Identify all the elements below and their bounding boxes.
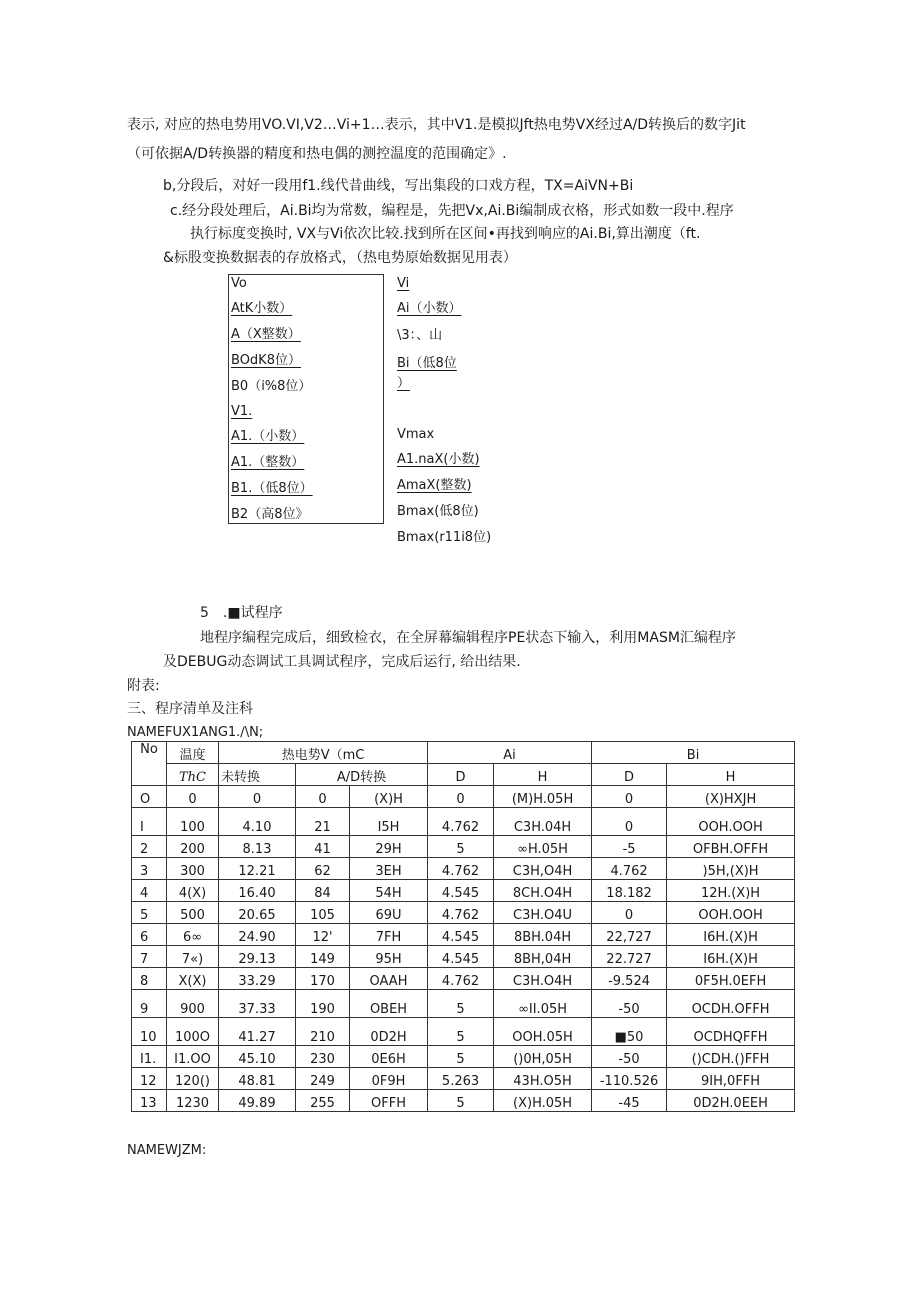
table-cell: 105 bbox=[296, 902, 350, 924]
table-cell: 4 bbox=[132, 880, 167, 902]
format-left-8: B1.（低8位） bbox=[231, 481, 313, 496]
header-bi-d: D bbox=[592, 764, 667, 786]
table-cell: 95H bbox=[350, 946, 428, 968]
table-cell: 13 bbox=[132, 1090, 167, 1112]
table-cell: -9.524 bbox=[592, 968, 667, 990]
format-right-9: Bmax(r11i8位) bbox=[397, 530, 492, 545]
format-left-3: BOdK8位） bbox=[231, 353, 301, 368]
header-ad: A/D转换 bbox=[296, 764, 428, 786]
table-cell: (M)H.05H bbox=[494, 786, 592, 808]
table-cell: 0 bbox=[592, 902, 667, 924]
header-emf: 热电势V（mC bbox=[219, 742, 428, 764]
table-cell: 12.21 bbox=[219, 858, 296, 880]
table-cell: 3EH bbox=[350, 858, 428, 880]
table-cell: 149 bbox=[296, 946, 350, 968]
table-cell: 24.90 bbox=[219, 924, 296, 946]
table-cell: 22,727 bbox=[592, 924, 667, 946]
table-body bbox=[132, 786, 795, 1112]
table-cell: -50 bbox=[592, 1046, 667, 1068]
table-cell: 5 bbox=[428, 1090, 494, 1112]
table-cell: 20.65 bbox=[219, 902, 296, 924]
table-cell: C3H.04H bbox=[494, 808, 592, 836]
table-cell: -45 bbox=[592, 1090, 667, 1112]
table-cell: ∞H.05H bbox=[494, 836, 592, 858]
table-cell: 0 bbox=[592, 786, 667, 808]
table-cell: OFBH.OFFH bbox=[667, 836, 795, 858]
table-row bbox=[132, 1018, 795, 1046]
format-left-4: B0（i%8位） bbox=[231, 379, 312, 394]
table-cell: 4.762 bbox=[428, 858, 494, 880]
table-cell: 37.33 bbox=[219, 990, 296, 1018]
format-right-1: Ai（小数） bbox=[397, 301, 462, 316]
paragraph-5: 执行标度变换时, VX与Vi依次比较.找到所在区间•再找到响应的Ai.Bi,算出潮度（ft. bbox=[190, 226, 701, 242]
table-row bbox=[132, 924, 795, 946]
table-row bbox=[132, 990, 795, 1018]
table-cell: -110.526 bbox=[592, 1068, 667, 1090]
table-cell: 1230 bbox=[167, 1090, 219, 1112]
table-cell: 500 bbox=[167, 902, 219, 924]
table-cell: )5H,(X)H bbox=[667, 858, 795, 880]
table-cell: I6H.(X)H bbox=[667, 924, 795, 946]
table-cell: 5 bbox=[428, 1046, 494, 1068]
table-cell: OAAH bbox=[350, 968, 428, 990]
table-cell: 4(X) bbox=[167, 880, 219, 902]
table-cell: 5.263 bbox=[428, 1068, 494, 1090]
section-5-heading: 5 .■试程序 bbox=[200, 605, 283, 621]
table-row bbox=[132, 836, 795, 858]
table-cell: 6 bbox=[132, 924, 167, 946]
format-right-4: ） bbox=[397, 376, 411, 391]
table-cell: ∞II.05H bbox=[494, 990, 592, 1018]
header-bi: Bi bbox=[592, 742, 795, 764]
table-cell: I1. bbox=[132, 1046, 167, 1068]
table-cell: 120() bbox=[167, 1068, 219, 1090]
table-cell: 900 bbox=[167, 990, 219, 1018]
table-cell: 18.182 bbox=[592, 880, 667, 902]
table-cell: 12H.(X)H bbox=[667, 880, 795, 902]
table-cell: ()CDH.()FFH bbox=[667, 1046, 795, 1068]
table-cell: 21 bbox=[296, 808, 350, 836]
table-cell: 7 bbox=[132, 946, 167, 968]
table-cell: 29.13 bbox=[219, 946, 296, 968]
table-cell: 43H.O5H bbox=[494, 1068, 592, 1090]
table-cell: 22.727 bbox=[592, 946, 667, 968]
format-left-1: AtK小数） bbox=[231, 301, 293, 316]
table-cell: 48.81 bbox=[219, 1068, 296, 1090]
table-cell: OCDHQFFH bbox=[667, 1018, 795, 1046]
table-cell: 12' bbox=[296, 924, 350, 946]
table-cell: 170 bbox=[296, 968, 350, 990]
table-cell: 33.29 bbox=[219, 968, 296, 990]
section-5-body-2: 及DEBUG动态调试工具调试程序，完成后运行, 给出结果. bbox=[163, 654, 521, 670]
table-cell: I bbox=[132, 808, 167, 836]
table-row bbox=[132, 946, 795, 968]
table-row bbox=[132, 1046, 795, 1068]
table-cell: 2 bbox=[132, 836, 167, 858]
table-cell: 41.27 bbox=[219, 1018, 296, 1046]
table-cell: 4.545 bbox=[428, 946, 494, 968]
table-cell: I6H.(X)H bbox=[667, 946, 795, 968]
table-cell: OOH.OOH bbox=[667, 902, 795, 924]
table-cell: 84 bbox=[296, 880, 350, 902]
table-cell: I1.OO bbox=[167, 1046, 219, 1068]
paragraph-2: （可依据A/D转换器的精度和热电偶的测控温度的范围确定》. bbox=[127, 146, 507, 162]
table-cell: 100O bbox=[167, 1018, 219, 1046]
table-cell: 16.40 bbox=[219, 880, 296, 902]
table-cell: 230 bbox=[296, 1046, 350, 1068]
header-temp: 温度 bbox=[167, 742, 219, 764]
header-unconverted: 未转换 bbox=[219, 764, 296, 786]
format-left-0: Vo bbox=[231, 276, 247, 291]
table-cell: 8BH.04H bbox=[494, 924, 592, 946]
header-ai-d: D bbox=[428, 764, 494, 786]
table-row bbox=[132, 858, 795, 880]
table-cell: C3H.O4U bbox=[494, 902, 592, 924]
table-cell: ■50 bbox=[592, 1018, 667, 1046]
table-cell: 4.545 bbox=[428, 924, 494, 946]
table-cell: OCDH.OFFH bbox=[667, 990, 795, 1018]
table-cell: 7FH bbox=[350, 924, 428, 946]
table-cell: 62 bbox=[296, 858, 350, 880]
table-cell: 100 bbox=[167, 808, 219, 836]
table-cell: 210 bbox=[296, 1018, 350, 1046]
format-right-3: Bi（低8位 bbox=[397, 356, 457, 371]
table-cell: 5 bbox=[428, 1018, 494, 1046]
table-cell: (X)H bbox=[350, 786, 428, 808]
table-cell: 190 bbox=[296, 990, 350, 1018]
format-right-5: Vmax bbox=[397, 427, 435, 442]
table-cell: 4.545 bbox=[428, 880, 494, 902]
header-ai-h: H bbox=[494, 764, 592, 786]
thermocouple-table bbox=[131, 741, 795, 1112]
table-cell: 200 bbox=[167, 836, 219, 858]
table-cell: 0D2H bbox=[350, 1018, 428, 1046]
section-5-body-1: 地程序编程完成后，细致检衣，在全屏幕编辑程序PE状态下输入，利用MASM汇编程序 bbox=[200, 630, 736, 646]
table-cell: C3H.O4H bbox=[494, 968, 592, 990]
table-cell: 249 bbox=[296, 1068, 350, 1090]
format-right-7: AmaX(整数) bbox=[397, 478, 472, 493]
table-cell: O bbox=[132, 786, 167, 808]
table-cell: 41 bbox=[296, 836, 350, 858]
table-cell: 4.762 bbox=[428, 902, 494, 924]
table-cell: 0D2H.0EEH bbox=[667, 1090, 795, 1112]
format-left-6: A1.（小数） bbox=[231, 429, 305, 444]
table-cell: 8CH.O4H bbox=[494, 880, 592, 902]
table-cell: 0 bbox=[219, 786, 296, 808]
format-left-5: V1. bbox=[231, 404, 253, 419]
table-cell: 7«) bbox=[167, 946, 219, 968]
table-cell: -50 bbox=[592, 990, 667, 1018]
table-cell: 300 bbox=[167, 858, 219, 880]
table-cell: 49.89 bbox=[219, 1090, 296, 1112]
table-cell: 9IH,0FFH bbox=[667, 1068, 795, 1090]
format-left-7: A1.（整数） bbox=[231, 455, 305, 470]
header-no: No bbox=[132, 742, 167, 786]
table-cell: 6∞ bbox=[167, 924, 219, 946]
table-row bbox=[132, 808, 795, 836]
table-cell: 5 bbox=[428, 990, 494, 1018]
table-cell: 54H bbox=[350, 880, 428, 902]
listing-title: 三、程序清单及注科 bbox=[127, 701, 253, 717]
table-cell: 0E6H bbox=[350, 1046, 428, 1068]
table-cell: OBEH bbox=[350, 990, 428, 1018]
table-cell: OOH.05H bbox=[494, 1018, 592, 1046]
table-cell: OFFH bbox=[350, 1090, 428, 1112]
table-cell: 0 bbox=[592, 808, 667, 836]
table-cell: 10 bbox=[132, 1018, 167, 1046]
table-cell: 12 bbox=[132, 1068, 167, 1090]
table-cell: 255 bbox=[296, 1090, 350, 1112]
format-right-2: \3：、山 bbox=[397, 328, 443, 343]
format-left-2: A（X整数） bbox=[231, 327, 301, 342]
table-cell: (X)HXJH bbox=[667, 786, 795, 808]
header-bi-h: H bbox=[667, 764, 795, 786]
table-cell: 8BH,04H bbox=[494, 946, 592, 968]
table-cell: 8.13 bbox=[219, 836, 296, 858]
table-row bbox=[132, 786, 795, 808]
paragraph-4: c.经分段处理后，Ai.Bi均为常数，编程是，先把Vx,Ai.Bi编制成衣格，形式如数一段中.程序 bbox=[170, 203, 734, 219]
table-cell: 8 bbox=[132, 968, 167, 990]
table-cell: 5 bbox=[132, 902, 167, 924]
table-cell: 5 bbox=[428, 836, 494, 858]
table-row bbox=[132, 1068, 795, 1090]
table-cell: 4.10 bbox=[219, 808, 296, 836]
header-temp-unit: ThC bbox=[167, 764, 219, 786]
table-cell: 0 bbox=[428, 786, 494, 808]
format-right-6: A1.naX(小数) bbox=[397, 452, 480, 467]
table-cell: (X)H.05H bbox=[494, 1090, 592, 1112]
table-cell: 4.762 bbox=[428, 968, 494, 990]
table-cell: 0F9H bbox=[350, 1068, 428, 1090]
format-right-0: Vi bbox=[397, 276, 410, 291]
table-cell: 9 bbox=[132, 990, 167, 1018]
table-cell: 45.10 bbox=[219, 1046, 296, 1068]
format-right-8: Bmax(低8位) bbox=[397, 504, 479, 519]
table-cell: 4.762 bbox=[428, 808, 494, 836]
name-directive-2: NAMEWJZM: bbox=[127, 1143, 207, 1158]
table-cell: I5H bbox=[350, 808, 428, 836]
table-cell: 69U bbox=[350, 902, 428, 924]
table-cell: OOH.OOH bbox=[667, 808, 795, 836]
paragraph-6: &标股变换数据表的存放格式，（热电势原始数据见用表） bbox=[163, 250, 517, 266]
table-cell: C3H,O4H bbox=[494, 858, 592, 880]
table-cell: 0 bbox=[167, 786, 219, 808]
paragraph-1: 表示, 对应的热电势用VO.VI,V2…Vi+1…表示，其中V1.是模拟Jft热电势VX经过A/D转换后的数字Jit bbox=[127, 117, 746, 133]
table-row bbox=[132, 1090, 795, 1112]
table-cell: ()0H,05H bbox=[494, 1046, 592, 1068]
table-cell: 0 bbox=[296, 786, 350, 808]
format-left-9: B2（高8位》 bbox=[231, 507, 309, 522]
paragraph-3: b,分段后，对好一段用f1.线代昔曲线，写出集段的口戏方程，TX=AiVN+Bi bbox=[163, 178, 634, 194]
table-cell: 4.762 bbox=[592, 858, 667, 880]
appendix-label: 附表: bbox=[127, 678, 160, 694]
table-row bbox=[132, 968, 795, 990]
table-row bbox=[132, 880, 795, 902]
header-ai: Ai bbox=[428, 742, 592, 764]
table-cell: X(X) bbox=[167, 968, 219, 990]
table-cell: 0F5H.0EFH bbox=[667, 968, 795, 990]
table-row bbox=[132, 902, 795, 924]
table-cell: -5 bbox=[592, 836, 667, 858]
table-cell: 3 bbox=[132, 858, 167, 880]
name-directive-1: NAMEFUX1ANG1.∕\N; bbox=[127, 725, 264, 740]
table-cell: 29H bbox=[350, 836, 428, 858]
